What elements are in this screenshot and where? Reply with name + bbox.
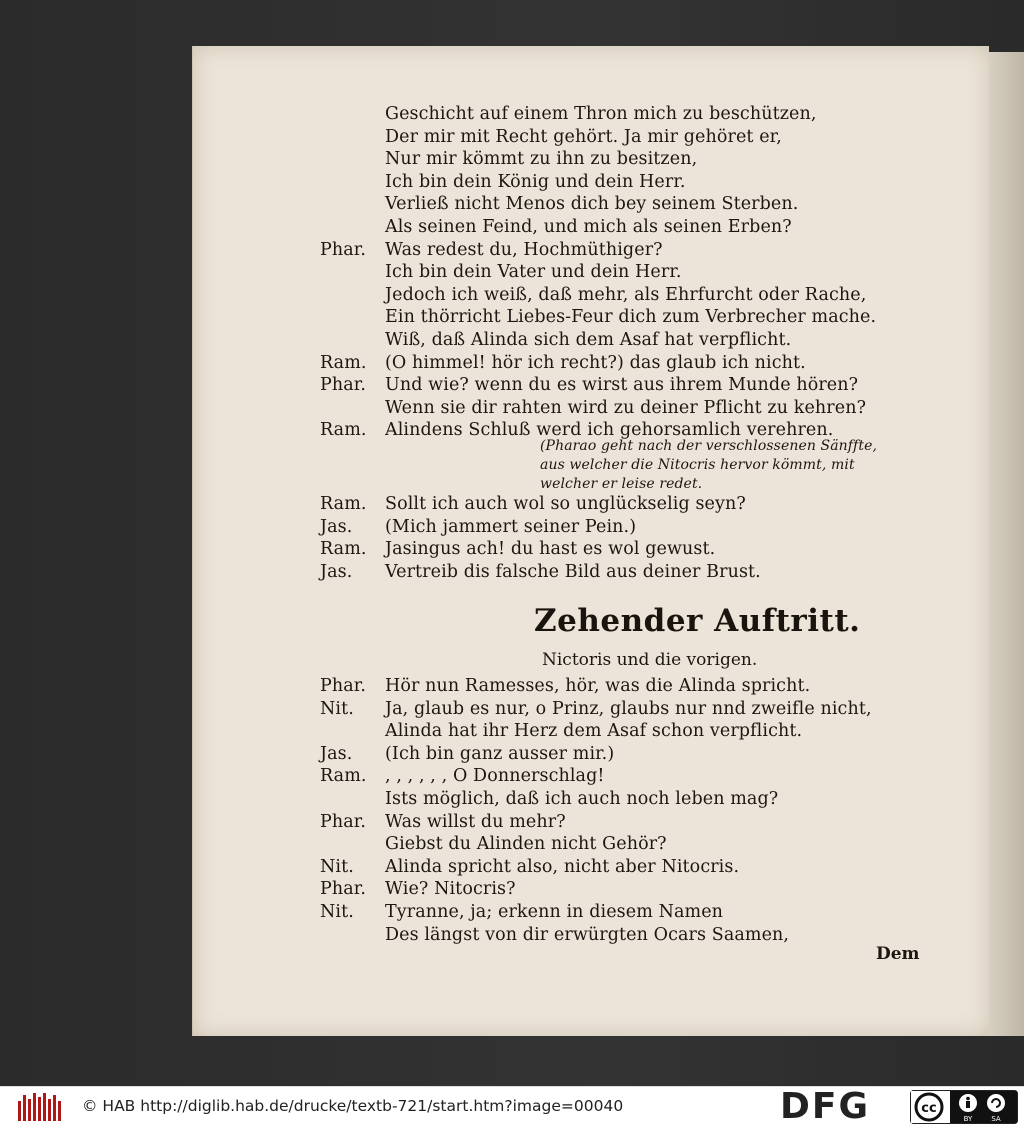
speaker-label: Ram. (320, 353, 367, 373)
speaker-label: Ram. (320, 494, 367, 514)
speaker-label: Jas. (320, 562, 353, 582)
catchword: Dem (876, 944, 920, 964)
verse-line: Geschicht auf einem Thron mich zu beschützen, (385, 104, 817, 124)
speaker-label: Ram. (320, 420, 367, 440)
verse-line: Alinda spricht also, nicht aber Nitocris. (385, 857, 740, 877)
verse-line: Giebst du Alinden nicht Gehör? (385, 834, 667, 854)
verse-line: Der mir mit Recht gehört. Ja mir gehöret er, (385, 127, 782, 147)
svg-text:cc: cc (921, 1101, 937, 1116)
stage-direction-line: aus welcher die Nitocris hervor kömmt, mit (540, 457, 855, 473)
verse-line: Ists möglich, daß ich auch noch leben mag? (385, 789, 779, 809)
verse-line: Wenn sie dir rahten wird zu deiner Pflicht zu kehren? (385, 398, 867, 418)
verse-line: Als seinen Feind, und mich als seinen Erben? (385, 217, 792, 237)
svg-text:BY: BY (963, 1115, 973, 1123)
speaker-label: Phar. (320, 879, 366, 899)
creative-commons-by-sa-icon (910, 1090, 1018, 1124)
verse-line: Wiß, daß Alinda sich dem Asaf hat verpflicht. (385, 330, 792, 350)
verse-line: Vertreib dis falsche Bild aus deiner Brust. (385, 562, 761, 582)
verse-line: Wie? Nitocris? (385, 879, 516, 899)
hab-logo-icon (16, 1091, 66, 1123)
speaker-label: Phar. (320, 676, 366, 696)
verse-line: Ja, glaub es nur, o Prinz, glaubs nur nnd zweifle nicht, (385, 699, 872, 719)
verse-line: Ein thörricht Liebes-Feur dich zum Verbrecher mache. (385, 307, 877, 327)
footer-bar (0, 1086, 1024, 1127)
verse-line: Was redest du, Hochmüthiger? (385, 240, 663, 260)
speaker-label: Nit. (320, 699, 354, 719)
verse-line: Tyranne, ja; erkenn in diesem Namen (385, 902, 724, 922)
verse-line: Sollt ich auch wol so unglückselig seyn? (385, 494, 746, 514)
footer-url[interactable]: © HAB http://diglib.hab.de/drucke/textb-721/start.htm?image=00040 (82, 1097, 624, 1115)
speaker-label: Ram. (320, 766, 367, 786)
verse-line: Jasingus ach! du hast es wol gewust. (385, 539, 716, 559)
speaker-label: Phar. (320, 375, 366, 395)
page-edge (988, 52, 1024, 1036)
speaker-label: Phar. (320, 812, 366, 832)
svg-text:SA: SA (991, 1115, 1001, 1123)
verse-line: (O himmel! hör ich recht?) das glaub ich nicht. (385, 353, 806, 373)
verse-line: Ich bin dein König und dein Herr. (385, 172, 686, 192)
verse-line: Was willst du mehr? (385, 812, 566, 832)
speaker-label: Ram. (320, 539, 367, 559)
verse-line: Jedoch ich weiß, daß mehr, als Ehrfurcht oder Rache, (385, 285, 867, 305)
speaker-label: Nit. (320, 857, 354, 877)
verse-line: Ich bin dein Vater und dein Herr. (385, 262, 682, 282)
speaker-label: Jas. (320, 744, 353, 764)
stage-direction-line: welcher er leise redet. (540, 476, 703, 492)
speaker-label: Nit. (320, 902, 354, 922)
verse-line: Hör nun Ramesses, hör, was die Alinda spricht. (385, 676, 811, 696)
stage-direction-line: (Pharao geht nach der verschlossenen Sänffte, (540, 438, 877, 454)
verse-line: Des längst von dir erwürgten Ocars Saamen, (385, 925, 790, 945)
speaker-label: Phar. (320, 240, 366, 260)
scene-heading: Zehender Auftritt. (534, 603, 861, 639)
verse-line: Alinda hat ihr Herz dem Asaf schon verpflicht. (385, 721, 803, 741)
verse-line: Verließ nicht Menos dich bey seinem Sterben. (385, 194, 799, 214)
verse-line: (Mich jammert seiner Pein.) (385, 517, 637, 537)
speaker-label: Jas. (320, 517, 353, 537)
verse-line: Nur mir kömmt zu ihn zu besitzen, (385, 149, 698, 169)
verse-line: Und wie? wenn du es wirst aus ihrem Munde hören? (385, 375, 859, 395)
verse-line: Alindens Schluß werd ich gehorsamlich verehren. (385, 420, 834, 440)
verse-line: (Ich bin ganz ausser mir.) (385, 744, 615, 764)
scene-subheading: Nictoris und die vorigen. (542, 650, 758, 670)
dfg-logo: DFG (780, 1086, 871, 1127)
verse-line: , , , , , , O Donnerschlag! (385, 766, 605, 786)
